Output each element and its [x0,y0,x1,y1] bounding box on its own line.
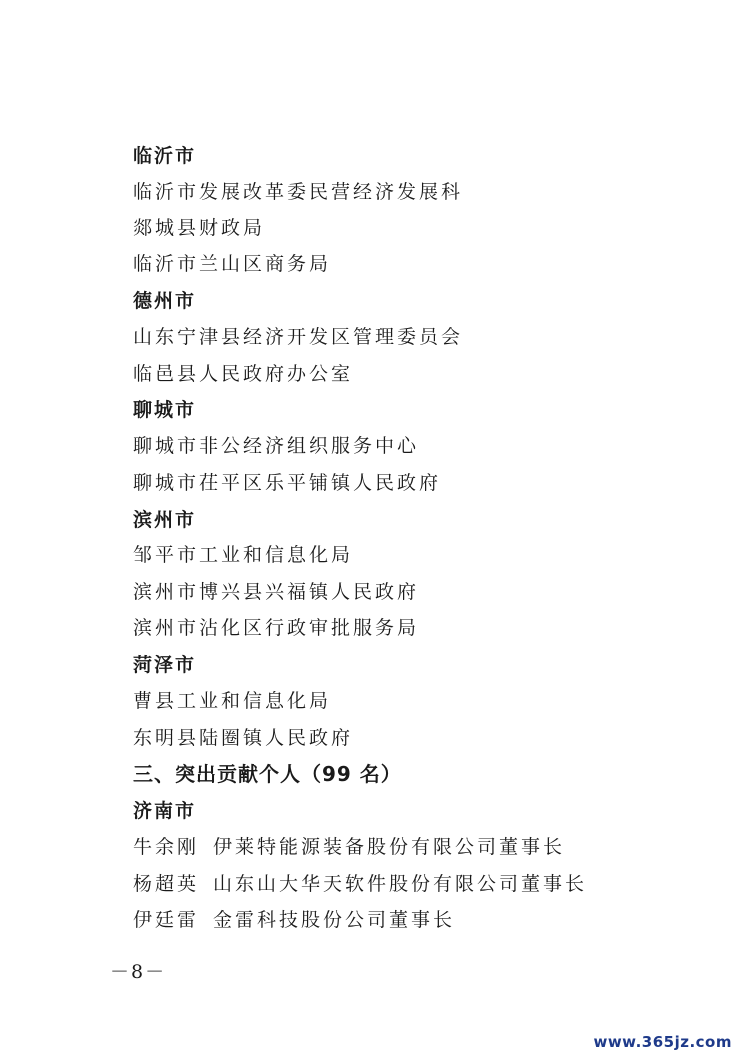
person-name: 伊廷雷 [133,909,200,931]
unit-item: 临沂市兰山区商务局 [133,253,332,275]
person-row [133,835,565,859]
unit-item: 东明县陆圈镇人民政府 [133,727,354,749]
person-title: 山东山大华天软件股份有限公司董事长 [213,873,588,895]
person-name: 杨超英 [133,873,200,895]
unit-item: 临沂市发展改革委民营经济发展科 [133,181,464,203]
city-heading-dezhou: 德州市 [133,290,197,312]
unit-item: 邹平市工业和信息化局 [133,544,354,566]
unit-item: 滨州市沾化区行政审批服务局 [133,617,420,639]
city-heading-liaocheng: 聊城市 [133,399,197,421]
unit-item: 临邑县人民政府办公室 [133,363,354,385]
city-heading-heze: 菏泽市 [133,654,197,676]
unit-item: 滨州市博兴县兴福镇人民政府 [133,581,420,603]
page-number: －8－ [110,961,167,983]
unit-item: 郯城县财政局 [133,217,266,239]
unit-item: 聊城市非公经济组织服务中心 [133,435,420,457]
city-heading-jinan: 济南市 [133,800,197,822]
person-name: 牛余刚 [133,836,200,858]
person-row [133,872,587,896]
unit-item: 曹县工业和信息化局 [133,690,332,712]
section-heading: 三、突出贡献个人（99 名） [133,762,402,786]
person-title: 伊莱特能源装备股份有限公司董事长 [213,836,566,858]
unit-item: 山东宁津县经济开发区管理委员会 [133,326,464,348]
site-watermark: www.365jz.com [593,1033,732,1051]
city-heading-binzhou: 滨州市 [133,509,197,531]
person-row [133,908,455,932]
person-title: 金雷科技股份公司董事长 [213,909,456,931]
city-heading-linyi: 临沂市 [133,145,197,167]
unit-item: 聊城市茌平区乐平铺镇人民政府 [133,472,442,494]
